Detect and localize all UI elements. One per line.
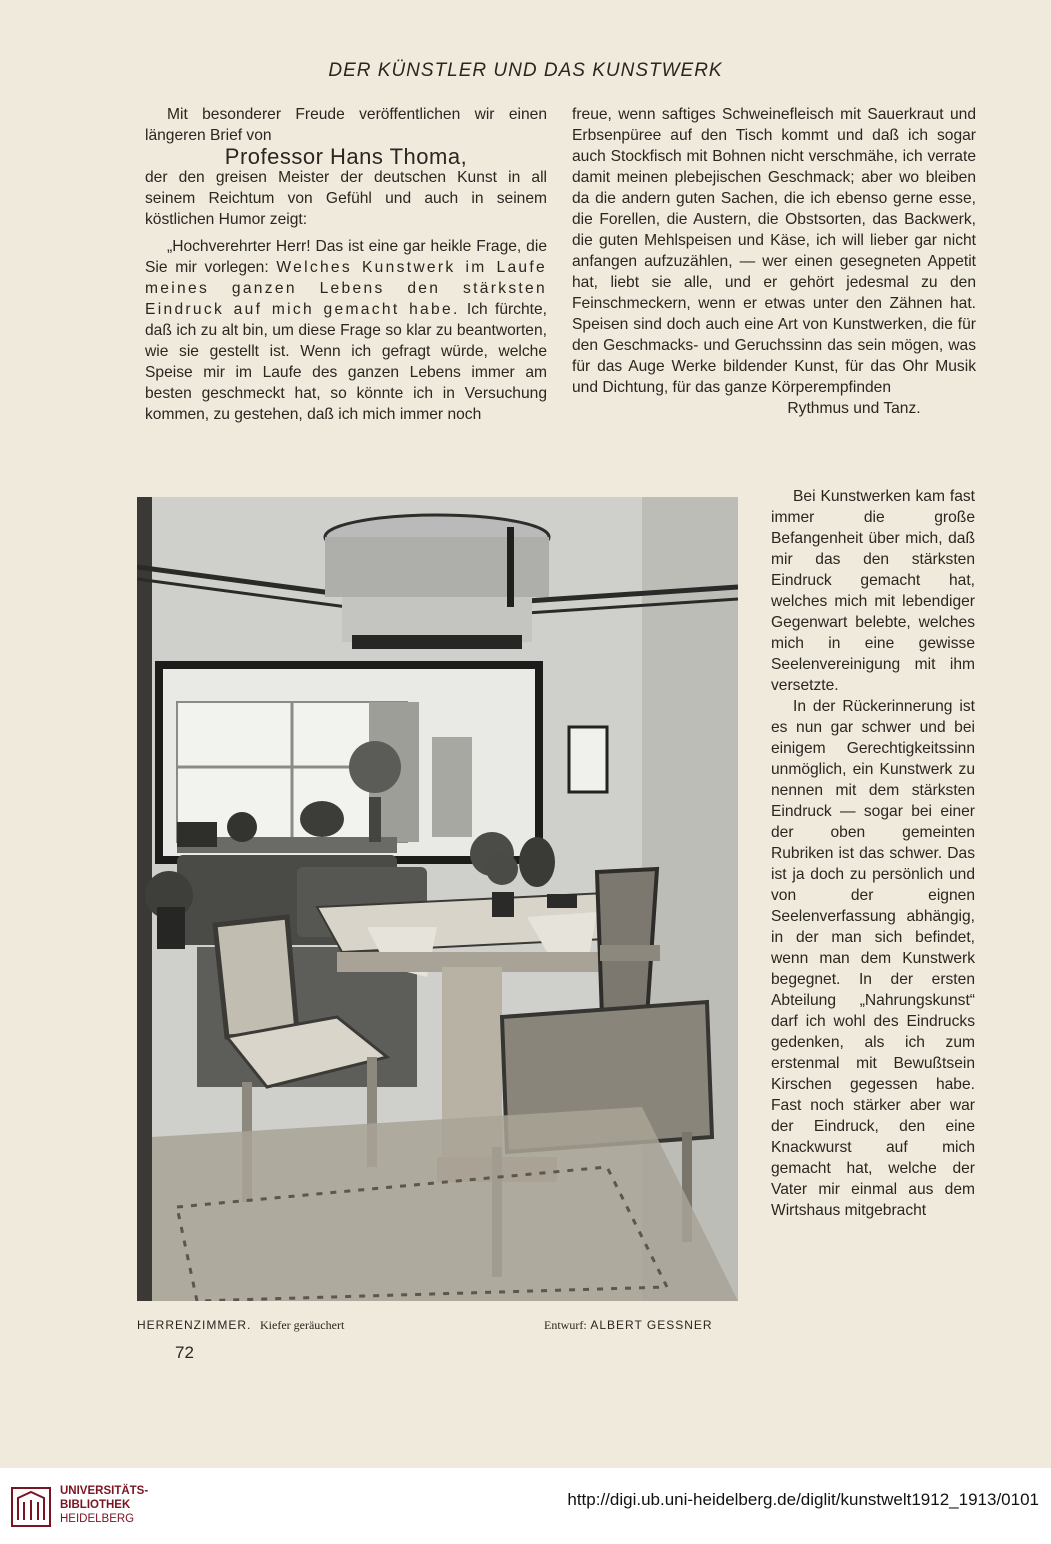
running-title: DER KÜNSTLER UND DAS KUNSTWERK (328, 60, 723, 81)
caption-designer: ALBERT GESSNER (590, 1318, 713, 1332)
intro-continuation: der den greisen Meister der deutschen Kunst in all seinem Reichtum von Gefühl und auch in seinem köstlichen Humor zeigt: (145, 169, 547, 228)
letter-rest: Ich fürchte, daß ich zu alt bin, um diese Frage so klar zu beantworten, wie sie gestellt ist. Wenn ich gefragt würde, welche Speise mir im Laufe des ganzen Lebens immer am besten geschmeckt hat, so könnte ich in Versuchung kommen, zu gestehen, daß ich mich immer noch (145, 301, 547, 423)
intro-paragraph: Mit besonderer Freude veröffentlichen wir einen längeren Brief von (145, 106, 547, 144)
author-heading: Professor Hans Thoma, (224, 144, 468, 169)
right-paragraph-2: Bei Kunstwerken kam fast immer die große Befangenheit über mich, daß mir das den stärksten Eindruck gemacht hat, welches mich mit lebendiger Gegenwart belebte, welches mich in eine gewisse Seelenvereinigung mit ihm versetzte. (771, 488, 975, 694)
right-paragraph-3: In der Rückerinnerung ist es nun gar schwer und bei einigem Gerechtigkeitssinn unmöglich, ein Kunstwerk zu nennen mit dem stärksten Eindruck — sogar bei einer der oben gemeinten Rubriken ist das schwer. Das ist ja doch zu persönlich und von der eignen Seelenverfassung abhängig, in der man sich befindet, wenn man dem Kunstwerk begegnet. In der ersten Abteilung „Nahrungskunst“ darf ich wohl des Eindrucks gedenken, als ich zum erstenmal mit Bewußtsein Kirschen gegessen habe. Fast noch stärker aber war der Eindruck, den eine Knackwurst auf mich gemacht hat, welche der Vater mir einmal aus dem Wirtshaus mitgebracht (771, 698, 975, 1219)
library-name-line2: BIBLIOTHEK (60, 1499, 131, 1511)
caption-title: HERRENZIMMER. (137, 1318, 252, 1332)
digitization-footer (0, 1468, 1051, 1544)
caption-material: Kiefer geräuchert (260, 1318, 345, 1332)
right-text-column (572, 104, 976, 419)
library-name-line3: HEIDELBERG (60, 1513, 135, 1525)
caption-credit-label: Entwurf: (544, 1318, 587, 1332)
left-text-column (145, 104, 547, 425)
university-library-logo-icon (10, 1486, 52, 1533)
page-number: 72 (175, 1343, 194, 1362)
interior-photograph (137, 497, 738, 1301)
letter-paragraph (145, 236, 547, 425)
library-name (60, 1484, 148, 1526)
library-name-line1: UNIVERSITÄTS- (60, 1485, 149, 1497)
permalink-url[interactable]: http://digi.ub.uni-heidelberg.de/diglit/kunstwelt1912_1913/0101 (567, 1490, 1039, 1509)
letter-opening: „Hochverehrter Herr! Das ist eine gar heikle Frage, die Sie mir vorlegen: (145, 238, 547, 276)
figure-caption-right (544, 1318, 713, 1333)
right-paragraph-1-end: Rythmus und Tanz. (787, 400, 921, 417)
spaced-question: Welches Kunstwerk im Laufe meines ganzen Lebens den stärksten Eindruck auf mich gemacht habe. (145, 259, 547, 318)
narrow-text-column (771, 486, 975, 1221)
right-paragraph-1: freue, wenn saftiges Schweinefleisch mit Sauerkraut und Erbsenpüree auf den Tisch kommt und daß ich sogar auch Stockfisch mit Bohnen nicht verschmähe, ich verrate damit meinen plebejischen Geschmack; aber wo bleiben da die andern guten Sachen, die ich ebenso gerne esse, die Forellen, die Austern, die Obstsorten, das Backwerk, die guten Mehlspeisen und Käse, ich will lieber gar nicht anfangen aufzuzählen, — wer einen gesegneten Appetit hat, liebt sie alle, und er gehört jedesmal zu den Feinschmeckern, wenn er etwas unter den Zähnen hat. Speisen sind doch auch eine Art von Kunstwerken, die für den Geschmacks- und Geruchssinn das sein mögen, was für das Auge Werke bildender Kunst, für das Ohr Musik und Dichtung, für das ganze Körperempfinden (572, 106, 976, 396)
figure-caption-left (137, 1318, 344, 1333)
